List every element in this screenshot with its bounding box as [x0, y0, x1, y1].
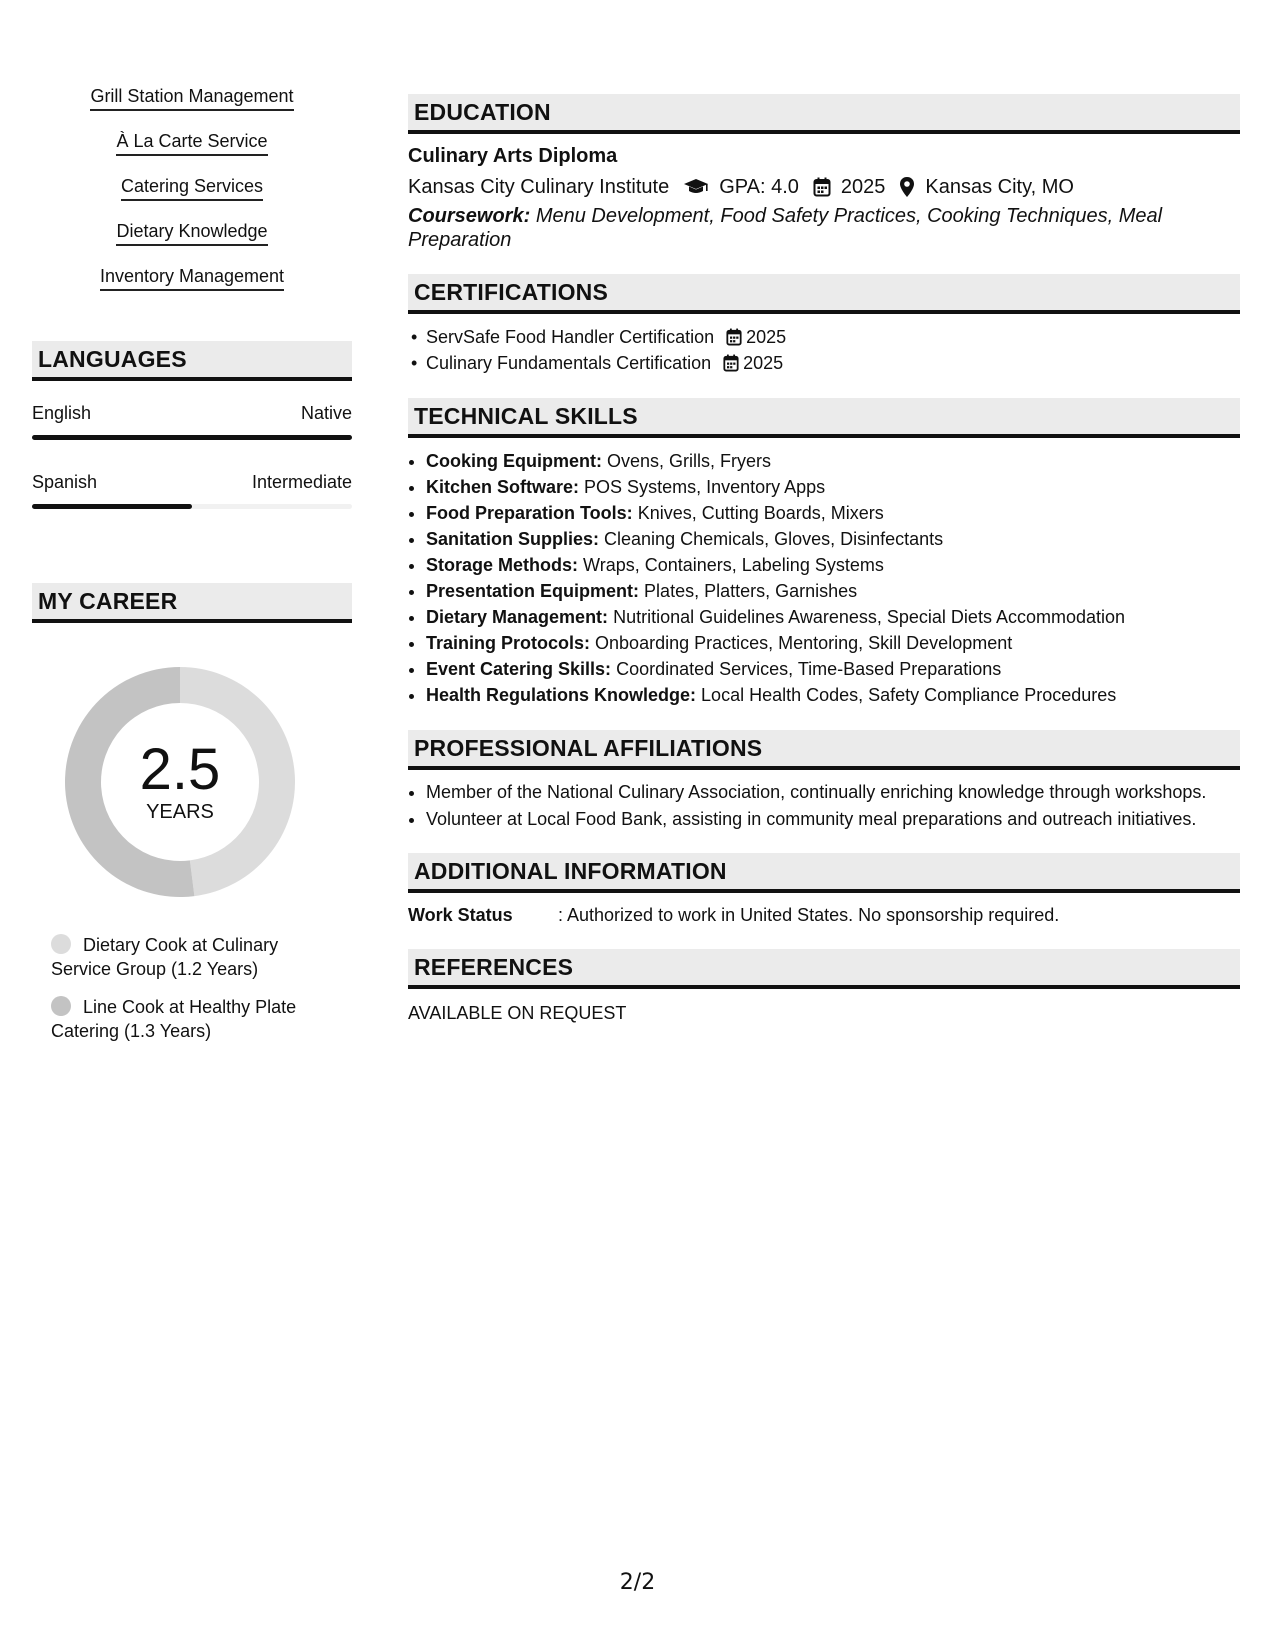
- list-item: • Volunteer at Local Food Bank, assisting in community meal preparations and outreach initiatives.: [426, 807, 1240, 831]
- education-coursework: [408, 204, 1240, 252]
- certification-year: 2025: [746, 327, 787, 347]
- skill-value: Ovens, Grills, Fryers: [607, 451, 772, 471]
- list-item: [426, 578, 1240, 604]
- list-item: [426, 552, 1240, 578]
- sidebar: [32, 84, 352, 1057]
- skill-value: Wraps, Containers, Labeling Systems: [583, 555, 884, 575]
- career-total-unit: YEARS: [146, 801, 214, 823]
- list-item: [426, 350, 1240, 376]
- work-status-value: : Authorized to work in United States. No sponsorship required.: [558, 905, 1060, 925]
- skill-value: Coordinated Services, Time-Based Preparations: [616, 659, 1002, 679]
- education-school: Kansas City Culinary Institute: [408, 176, 670, 198]
- skill-label: Storage Methods:: [426, 555, 579, 575]
- references-text: AVAILABLE ON REQUEST: [408, 1003, 627, 1023]
- language-spanish: [32, 470, 352, 509]
- legend-dot: [51, 934, 71, 954]
- list-item: [426, 682, 1240, 708]
- skill-label: Food Preparation Tools:: [426, 503, 633, 523]
- career-legend: [51, 933, 331, 1043]
- skill-value: Onboarding Practices, Mentoring, Skill Development: [595, 633, 1013, 653]
- career-heading: MY CAREER: [32, 583, 352, 623]
- language-bar: [32, 435, 352, 440]
- calendar-icon: [726, 328, 742, 346]
- career-legend-item: [51, 995, 331, 1043]
- additional-info-heading: ADDITIONAL INFORMATION: [408, 853, 1240, 893]
- coursework-label: Coursework:: [408, 205, 531, 227]
- career-legend-label: Line Cook at Healthy Plate Catering (1.3 Years): [51, 997, 297, 1041]
- calendar-icon: [813, 177, 831, 197]
- language-english: [32, 401, 352, 440]
- list-item: [426, 448, 1240, 474]
- career-legend-label: Dietary Cook at Culinary Service Group (1.2 Years): [51, 935, 279, 979]
- skill-value: Cleaning Chemicals, Gloves, Disinfectants: [604, 529, 944, 549]
- education-year: 2025: [840, 176, 886, 198]
- skill-label: Cooking Equipment:: [426, 451, 602, 471]
- coursework-text: Menu Development, Food Safety Practices, Cooking Techniques, Meal Preparation: [408, 205, 1163, 251]
- skill-label: Dietary Management:: [426, 607, 609, 627]
- skill-tag: À La Carte Service: [116, 129, 267, 156]
- legend-dot: [51, 996, 71, 1016]
- education-location: Kansas City, MO: [925, 176, 1074, 198]
- list-item: [426, 630, 1240, 656]
- list-item: [426, 324, 1240, 350]
- work-status-label: Work Status: [408, 905, 513, 925]
- skill-tag: Catering Services: [121, 174, 263, 201]
- education-details: [408, 173, 1240, 201]
- career-legend-item: [51, 933, 331, 981]
- language-bar: [32, 504, 352, 509]
- language-level: Native: [300, 403, 352, 423]
- skill-label: Health Regulations Knowledge:: [426, 685, 697, 705]
- skill-label: Event Catering Skills:: [426, 659, 612, 679]
- list-item: [426, 526, 1240, 552]
- skill-tags: [32, 84, 352, 309]
- calendar-icon: [723, 354, 739, 372]
- skill-label: Training Protocols:: [426, 633, 591, 653]
- affiliations-heading: PROFESSIONAL AFFILIATIONS: [408, 730, 1240, 770]
- skill-label: Presentation Equipment:: [426, 581, 640, 601]
- certification-year: 2025: [743, 353, 784, 373]
- education-gpa: GPA: 4.0: [719, 176, 799, 198]
- skill-value: POS Systems, Inventory Apps: [584, 477, 826, 497]
- page-number: 2/2: [619, 1570, 656, 1595]
- skill-tag: Inventory Management: [100, 264, 284, 291]
- certifications-list: [408, 324, 1240, 376]
- skill-label: Sanitation Supplies:: [426, 529, 600, 549]
- list-item: [426, 474, 1240, 500]
- certification-name: • ServSafe Food Handler Certification: [426, 327, 715, 347]
- education-degree: Culinary Arts Diploma: [408, 145, 618, 167]
- career-donut-chart: [65, 667, 295, 897]
- work-status-row: [408, 903, 1240, 927]
- skill-value: Local Health Codes, Safety Compliance Procedures: [701, 685, 1117, 705]
- graduation-cap-icon: [683, 177, 709, 197]
- language-bar-fill: [32, 504, 192, 509]
- list-item: [426, 500, 1240, 526]
- skill-value: Knives, Cutting Boards, Mixers: [637, 503, 884, 523]
- technical-skills-list: [408, 448, 1240, 708]
- certification-name: • Culinary Fundamentals Certification: [426, 353, 712, 373]
- skill-tag: Dietary Knowledge: [116, 219, 267, 246]
- education-heading: EDUCATION: [408, 94, 1240, 134]
- skill-tag: Grill Station Management: [90, 84, 293, 111]
- certifications-heading: CERTIFICATIONS: [408, 274, 1240, 314]
- languages-heading: LANGUAGES: [32, 341, 352, 381]
- location-pin-icon: [899, 176, 915, 198]
- skill-value: Nutritional Guidelines Awareness, Special Diets Accommodation: [613, 607, 1126, 627]
- list-item: • Member of the National Culinary Association, continually enriching knowledge through workshops.: [426, 780, 1240, 804]
- skill-value: Plates, Platters, Garnishes: [644, 581, 858, 601]
- language-level: Intermediate: [251, 472, 352, 492]
- references-heading: REFERENCES: [408, 949, 1240, 989]
- language-name: Spanish: [32, 472, 98, 492]
- language-name: English: [32, 403, 92, 423]
- career-total-value: 2.5: [139, 737, 221, 802]
- technical-skills-heading: TECHNICAL SKILLS: [408, 398, 1240, 438]
- list-item: [426, 604, 1240, 630]
- language-bar-fill: [32, 435, 352, 440]
- main-content: [408, 94, 1240, 1025]
- skill-label: Kitchen Software:: [426, 477, 580, 497]
- list-item: [426, 656, 1240, 682]
- affiliations-list: [408, 780, 1240, 831]
